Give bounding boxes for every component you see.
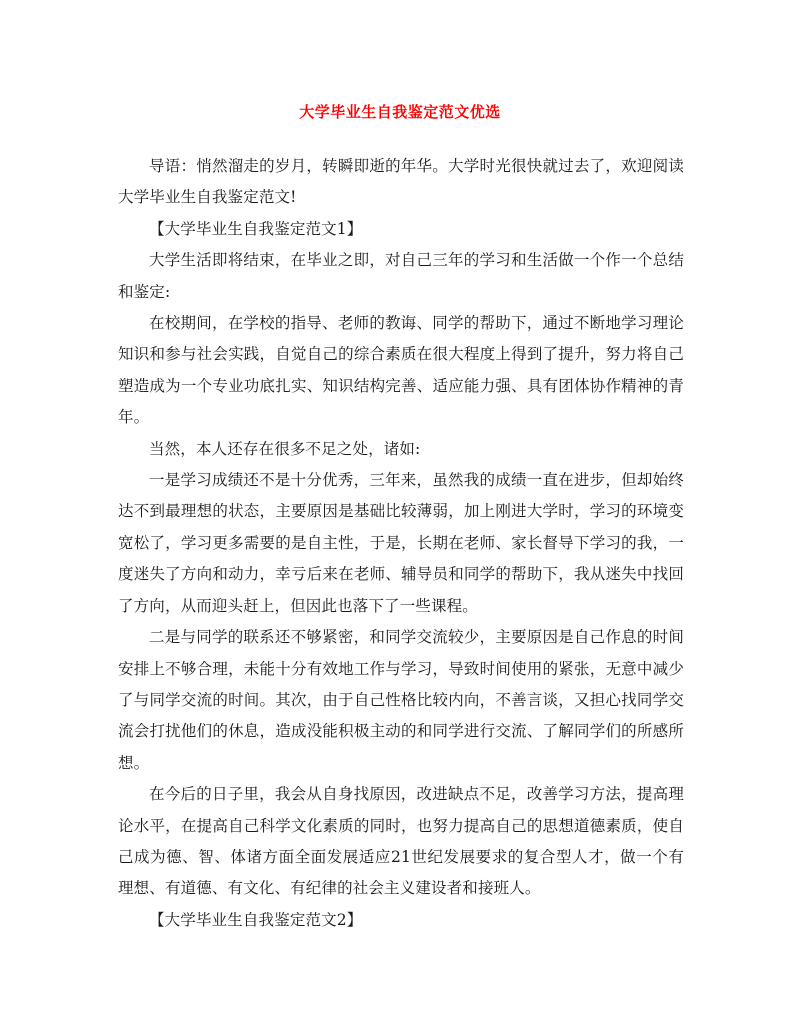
body-paragraph: 当然，本人还存在很多不足之处，诸如: <box>149 439 421 458</box>
document-body <box>118 151 684 936</box>
body-paragraph: 在校期间，在学校的指导、老师的教诲、同学的帮助下，通过不断地学习理论知识和参与社会实践，自觉自己的综合素质在很大程度上得到了提升，努力将自己塑造成为一个专业功底扎实、知识结构完善、适应能力强、具有团体协作精神的青年。 <box>118 314 684 427</box>
section-heading-1: 【大学毕业生自我鉴定范文1】 <box>149 219 363 238</box>
body-paragraph: 大学生活即将结束，在毕业之即，对自己三年的学习和生活做一个作一个总结和鉴定: <box>118 251 684 301</box>
section-heading-2: 【大学毕业生自我鉴定范文2】 <box>149 910 363 929</box>
body-paragraph: 在今后的日子里，我会从自身找原因，改进缺点不足，改善学习方法，提高理论水平，在提高自己科学文化素质的同时，也努力提高自己的思想道德素质，使自己成为德、智、体诸方面全面发展适应21世纪发展要求的复合型人才，做一个有理想、有道德、有文化、有纪律的社会主义建设者和接班人。 <box>118 785 684 898</box>
body-paragraph: 二是与同学的联系还不够紧密，和同学交流较少，主要原因是自己作息的时间安排上不够合理，未能十分有效地工作与学习，导致时间使用的紧张，无意中减少了与同学交流的时间。其次，由于自己性格比较内向，不善言谈，又担心找同学交流会打扰他们的休息，造成没能积极主动的和同学进行交流、了解同学们的所感所想。 <box>118 628 684 772</box>
body-paragraph: 一是学习成绩还不是十分优秀，三年来，虽然我的成绩一直在进步，但却始终达不到最理想的状态，主要原因是基础比较薄弱，加上刚进大学时，学习的环境变宽松了，学习更多需要的是自主性，于是，长期在老师、家长督导下学习的我，一度迷失了方向和动力，幸亏后来在老师、辅导员和同学的帮助下，我从迷失中找回了方向，从而迎头赶上，但因此也落下了一些课程。 <box>118 471 684 615</box>
document-title: 大学毕业生自我鉴定范文优选 <box>299 103 501 121</box>
intro-paragraph: 导语：悄然溜走的岁月，转瞬即逝的年华。大学时光很快就过去了，欢迎阅读大学毕业生自我鉴定范文! <box>118 157 684 207</box>
